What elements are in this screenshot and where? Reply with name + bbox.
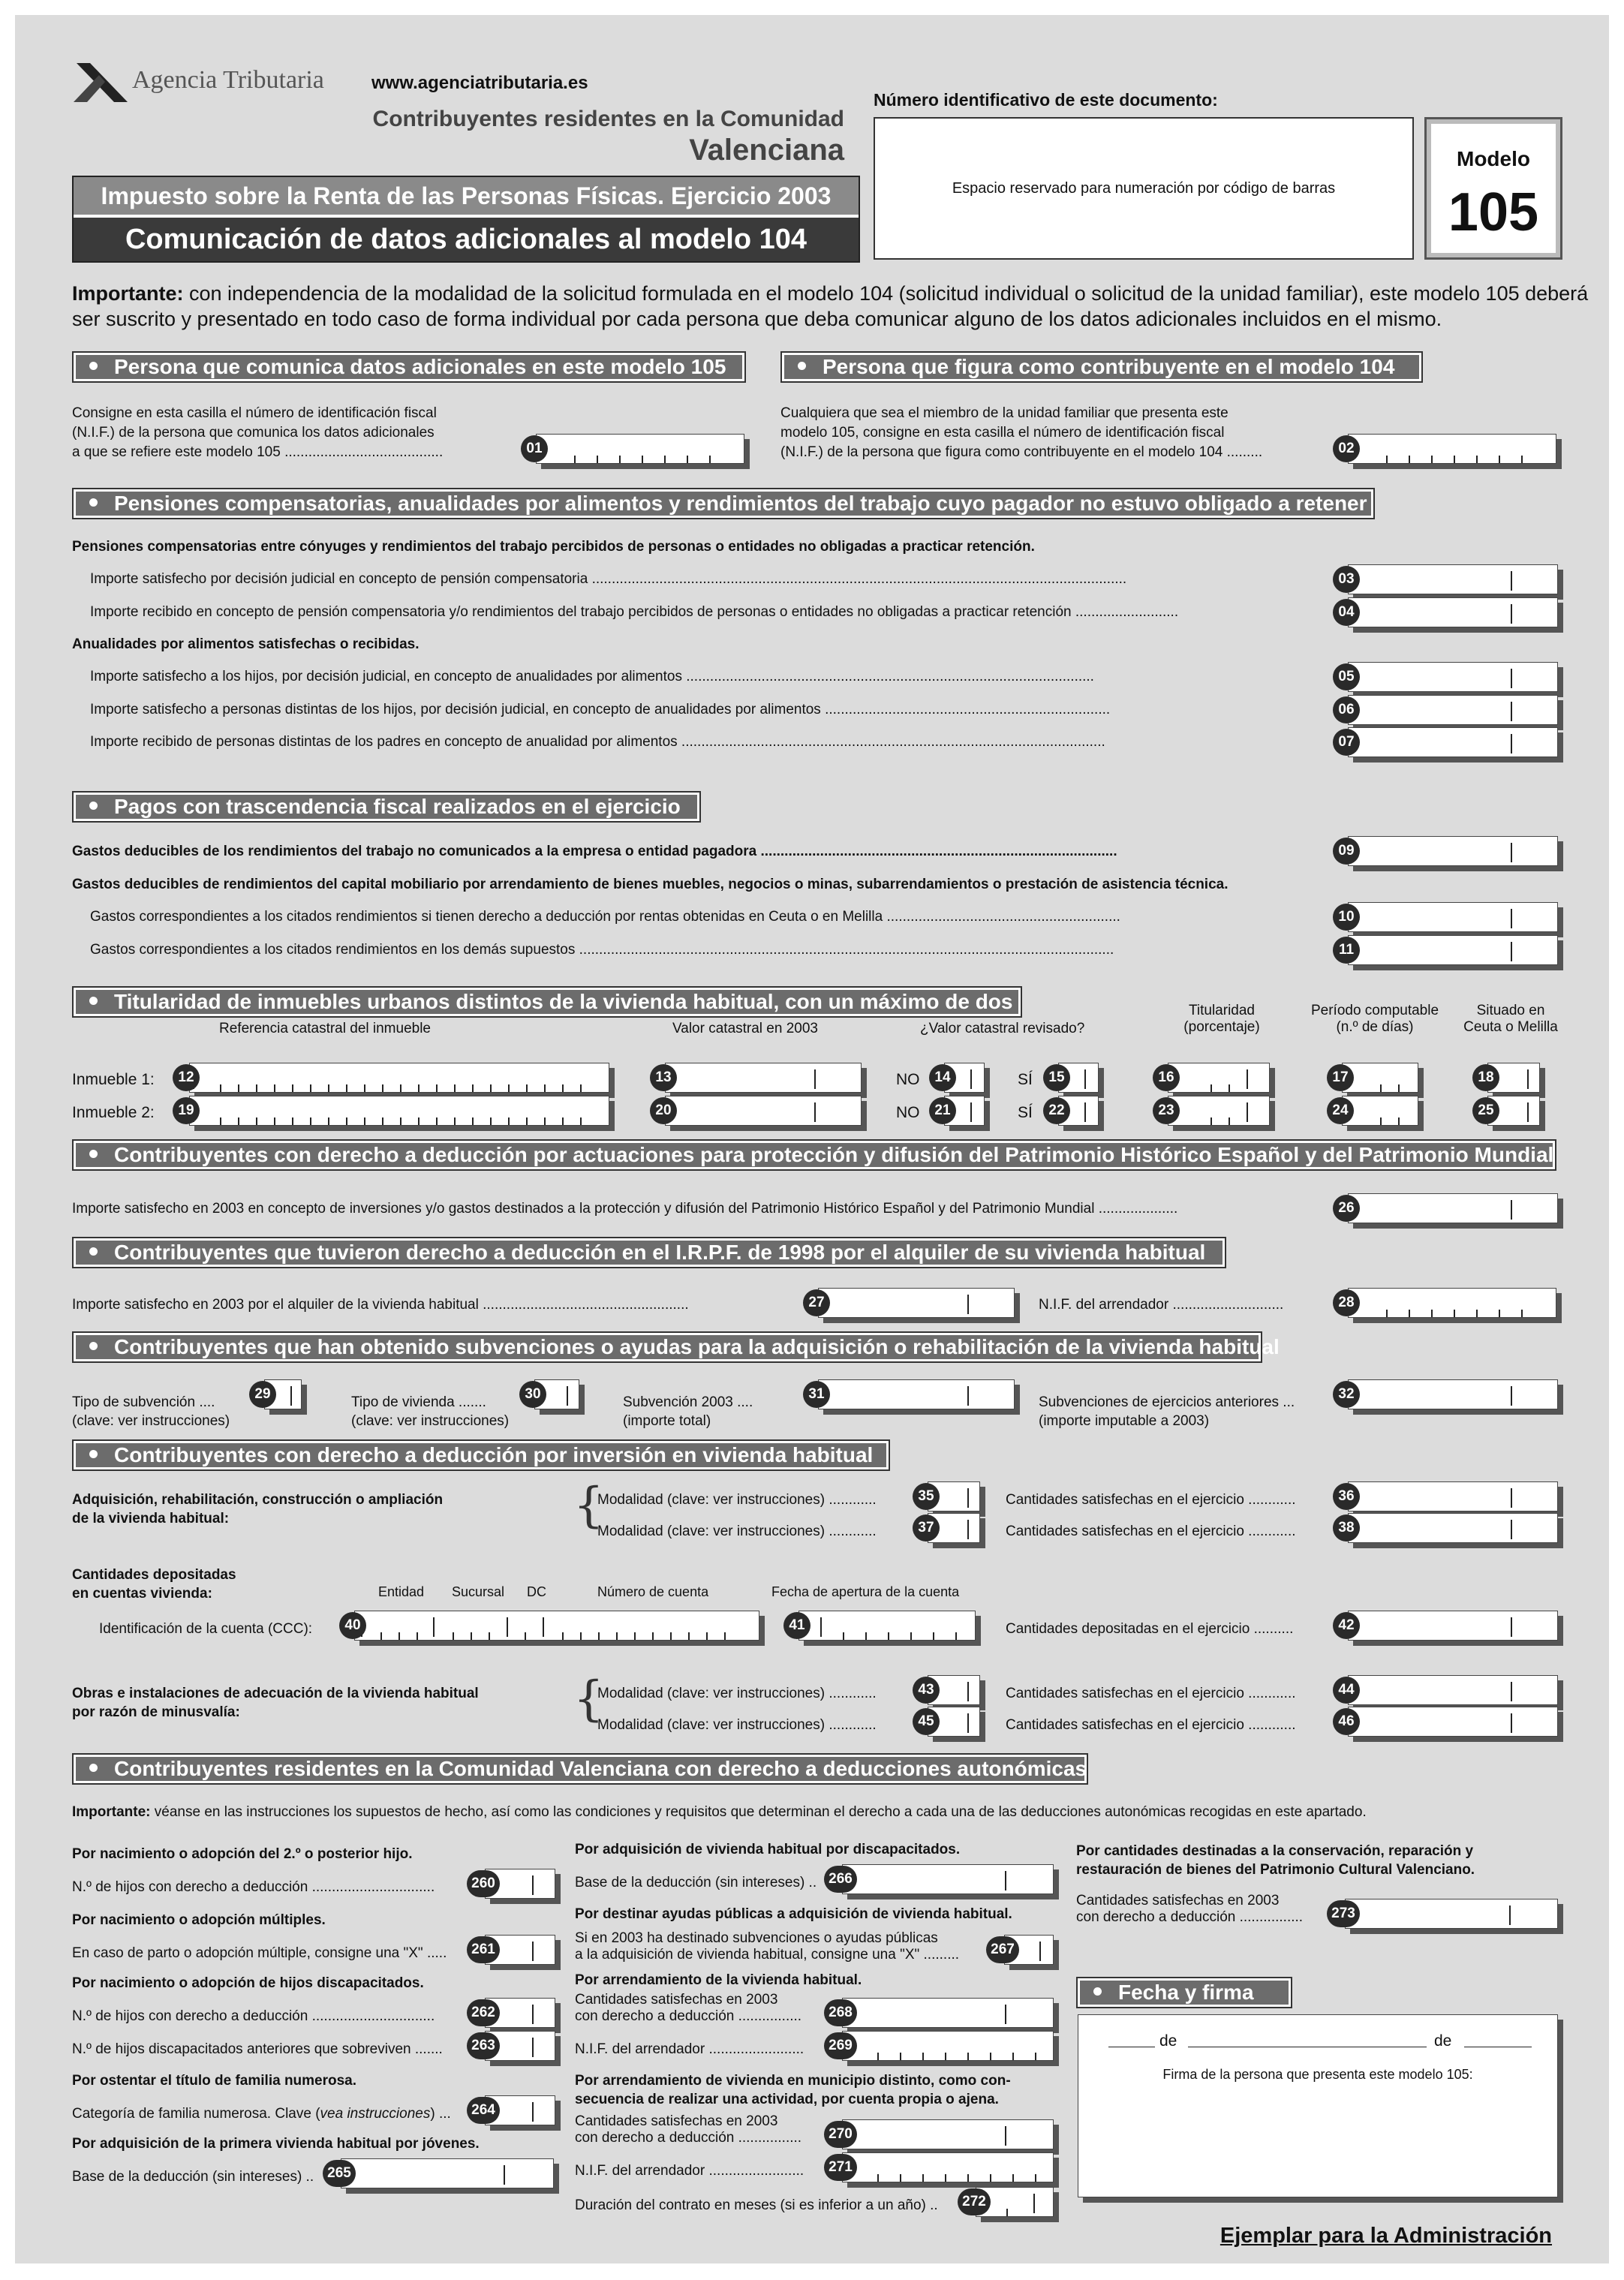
form-page bbox=[15, 15, 1609, 2263]
revised-si-label-2: SÍ bbox=[1018, 1104, 1033, 1121]
row-07-label: Importe recibido de personas distintas de los padres en concepto de anualidad por alimentos ........................................................................................................... bbox=[90, 734, 1105, 750]
section-housing-investment: Contribuyentes con derecho a deducción por inversión en vivienda habitual bbox=[74, 1441, 889, 1469]
box-number-11: 11 bbox=[1333, 937, 1360, 964]
box-number-37: 37 bbox=[913, 1514, 940, 1542]
box-number-21: 21 bbox=[929, 1097, 956, 1124]
amount-field-10[interactable] bbox=[1348, 902, 1558, 932]
box-number-01: 01 bbox=[521, 435, 548, 462]
row-270-label-1: Cantidades satisfechas en 2003 bbox=[575, 2113, 778, 2129]
row-260-label: N.º de hijos con derecho a deducción ............................... bbox=[72, 1879, 435, 1895]
c2-heading-4: Por arrendamiento de vivienda en municipio distinto, como con- secuencia de realizar una actividad, por cuenta propia o ajena. bbox=[575, 2073, 1011, 2107]
box-number-260: 260 bbox=[467, 1870, 500, 1897]
row-44-label: Cantidades satisfechas en el ejercicio ............ bbox=[1006, 1686, 1296, 1701]
amount-field-32[interactable] bbox=[1348, 1379, 1558, 1409]
section-property: Titularidad de inmuebles urbanos distintos de la vivienda habitual, con un máximo de dos bbox=[74, 988, 1021, 1016]
box-number-273: 273 bbox=[1327, 1900, 1360, 1927]
barcode-box bbox=[874, 117, 1414, 260]
amount-field-31[interactable] bbox=[818, 1379, 1015, 1409]
row-27-label: Importe satisfecho en 2003 por el alquiler de la vivienda habitual .................................................... bbox=[72, 1297, 689, 1313]
box-number-15: 15 bbox=[1043, 1064, 1070, 1091]
amount-field-46[interactable] bbox=[1348, 1707, 1558, 1737]
section-rent-1998: Contribuyentes que tuvieron derecho a deducción en el I.R.P.F. de 1998 por el alquiler de su vivienda habitual bbox=[74, 1238, 1225, 1267]
box-number-272: 272 bbox=[958, 2188, 991, 2215]
box-number-269: 269 bbox=[824, 2032, 857, 2059]
alimony-heading: Anualidades por alimentos satisfechas o recibidas. bbox=[72, 636, 420, 652]
row-06-label: Importe satisfecho a personas distintas de los hijos, por decisión judicial, en concepto de anualidades por alimentos ........................................................................ bbox=[90, 702, 1111, 717]
row-43-label: Modalidad (clave: ver instrucciones) ............ bbox=[597, 1686, 877, 1701]
row-267-label-2: a la adquisición de vivienda habitual, consigne una "X" ......... bbox=[575, 1947, 960, 1963]
brace-disability: { bbox=[573, 1671, 604, 1727]
doc-id-label: Número identificativo de este documento: bbox=[874, 90, 1218, 110]
box-number-22: 22 bbox=[1043, 1097, 1070, 1124]
agency-name: Agencia Tributaria bbox=[132, 66, 324, 94]
community-name: Valenciana bbox=[689, 134, 844, 167]
box-number-26: 26 bbox=[1333, 1195, 1360, 1222]
box-number-45: 45 bbox=[913, 1708, 940, 1735]
row-271-label: N.I.F. del arrendador ........................ bbox=[575, 2163, 804, 2179]
row-05-label: Importe satisfecho a los hijos, por decisión judicial, en concepto de anualidades por alimentos ....................................................................................................... bbox=[90, 669, 1094, 684]
row-45-label: Modalidad (clave: ver instrucciones) ............ bbox=[597, 1717, 877, 1733]
box-number-262: 262 bbox=[467, 1999, 500, 2026]
box-number-12: 12 bbox=[173, 1064, 200, 1091]
row-09-label: Gastos deducibles de los rendimientos del trabajo no comunicados a la empresa o entidad pagadora .......................................................................................... bbox=[72, 844, 1117, 859]
box-number-20: 20 bbox=[650, 1097, 677, 1124]
c2-heading-2: Por destinar ayudas públicas a adquisición de vivienda habitual. bbox=[575, 1906, 1012, 1922]
pensions-heading: Pensiones compensatorias entre cónyuges y rendimientos del trabajo percibidos de personas o entidades no obligadas a practicar retención. bbox=[72, 539, 1035, 555]
cadastral-value-field-2[interactable] bbox=[665, 1096, 862, 1126]
copy-label: Ejemplar para la Administración bbox=[1220, 2224, 1552, 2248]
subsidy-2003-label: Subvención 2003 .... (importe total) bbox=[623, 1394, 753, 1429]
row-04-label: Importe recibido en concepto de pensión compensatoria y/o rendimientos del trabajo percibidos de personas o entidades no obligadas a practicar retención .......................... bbox=[90, 604, 1179, 620]
header-ownership: Titularidad (porcentaje) bbox=[1183, 1003, 1260, 1035]
nif-field-269[interactable] bbox=[842, 2031, 1054, 2061]
box-number-32: 32 bbox=[1333, 1381, 1360, 1408]
row-272-label: Duración del contrato en meses (si es inferior a un año) .. bbox=[575, 2197, 938, 2213]
title-block bbox=[72, 176, 860, 263]
amount-field-06[interactable] bbox=[1348, 695, 1558, 725]
box-number-23: 23 bbox=[1153, 1097, 1180, 1124]
box-number-266: 266 bbox=[824, 1866, 857, 1893]
tax-title: Impuesto sobre la Renta de las Personas Físicas. Ejercicio 2003 bbox=[74, 177, 859, 215]
row-36-label: Cantidades satisfechas en el ejercicio ............ bbox=[1006, 1492, 1296, 1508]
box-number-07: 07 bbox=[1333, 729, 1360, 756]
box-number-19: 19 bbox=[173, 1097, 200, 1124]
box-number-06: 06 bbox=[1333, 696, 1360, 723]
row-268-label-1: Cantidades satisfechas en 2003 bbox=[575, 1992, 778, 2008]
ownership-field-1[interactable] bbox=[1168, 1063, 1270, 1093]
c3-heading-1: Por cantidades destinadas a la conservación, reparación y restauración de bienes del Patrimonio Cultural Valenciano. bbox=[1076, 1843, 1475, 1878]
box-number-14: 14 bbox=[929, 1064, 956, 1091]
amount-field-09[interactable] bbox=[1348, 836, 1558, 866]
revised-si-label-1: SÍ bbox=[1018, 1071, 1033, 1088]
box-number-268: 268 bbox=[824, 1999, 857, 2026]
amount-field-42[interactable] bbox=[1348, 1611, 1558, 1641]
amount-field-38[interactable] bbox=[1348, 1513, 1558, 1543]
row-28-label: N.I.F. del arrendador ............................ bbox=[1039, 1297, 1284, 1313]
row-262-label: N.º de hijos con derecho a deducción ............................... bbox=[72, 2008, 435, 2024]
brace-acquisition: { bbox=[573, 1478, 604, 1533]
nif-field-01[interactable] bbox=[536, 434, 744, 464]
c2-heading-3: Por arrendamiento de la vivienda habitual. bbox=[575, 1972, 862, 1988]
box-number-30: 30 bbox=[519, 1381, 546, 1408]
box-number-44: 44 bbox=[1333, 1677, 1360, 1704]
box-number-05: 05 bbox=[1333, 663, 1360, 690]
important-line1: Importante: con independencia de la modalidad de la solicitud formulada en el modelo 104 (solicitud individual o solicitud de la unidad familiar), este modelo 105 deberá bbox=[72, 282, 1589, 305]
box-number-03: 03 bbox=[1333, 566, 1360, 593]
barcode-space-text: Espacio reservado para numeración por código de barras bbox=[952, 180, 1336, 197]
row-273-label-1: Cantidades satisfechas en 2003 bbox=[1076, 1893, 1280, 1909]
field-273[interactable] bbox=[1345, 1899, 1558, 1929]
row-38-label: Cantidades satisfechas en el ejercicio ............ bbox=[1006, 1524, 1296, 1539]
box-number-261: 261 bbox=[467, 1936, 500, 1963]
box-number-25: 25 bbox=[1472, 1097, 1499, 1124]
nif-01-text3: a que se refiere este modelo 105 ........................................ bbox=[72, 444, 444, 460]
row-263-label: N.º de hijos discapacitados anteriores que sobreviven ....... bbox=[72, 2041, 443, 2057]
cadastral-ref-field-2[interactable] bbox=[189, 1096, 609, 1126]
box-number-41: 41 bbox=[783, 1612, 810, 1639]
field-270[interactable] bbox=[842, 2119, 1054, 2149]
field-265[interactable] bbox=[341, 2158, 554, 2188]
cadastral-ref-field-1[interactable] bbox=[189, 1063, 609, 1093]
field-268[interactable] bbox=[842, 1998, 1054, 2028]
website: www.agenciatributaria.es bbox=[371, 73, 588, 93]
header-period: Período computable (n.º de días) bbox=[1310, 1003, 1439, 1035]
nif-02-text3: (N.I.F.) de la persona que figura como contribuyente en el modelo 104 ......... bbox=[780, 444, 1263, 460]
row-270-label-2: con derecho a deducción ................ bbox=[575, 2130, 802, 2146]
box-number-04: 04 bbox=[1333, 599, 1360, 626]
sig-de-1: de bbox=[1159, 2032, 1177, 2050]
regional-important: Importante: véanse en las instrucciones los supuestos de hecho, así como las condiciones y requisitos que determinan el derecho a cada una de las deducciones autonómicas recogidas en este apartado. bbox=[72, 1804, 1367, 1820]
box-number-263: 263 bbox=[467, 2032, 500, 2059]
section-pensions: Pensiones compensatorias, anualidades por alimentos y rendimientos del trabajo cuyo pagador no estuvo obligado a retener bbox=[74, 489, 1373, 518]
amount-field-36[interactable] bbox=[1348, 1481, 1558, 1511]
row-35-label: Modalidad (clave: ver instrucciones) ............ bbox=[597, 1492, 877, 1508]
box-number-38: 38 bbox=[1333, 1514, 1360, 1542]
box-number-36: 36 bbox=[1333, 1483, 1360, 1510]
revised-no-label-2: NO bbox=[896, 1104, 920, 1121]
ownership-field-2[interactable] bbox=[1168, 1096, 1270, 1126]
c1-heading-2: Por nacimiento o adopción múltiples. bbox=[72, 1912, 326, 1928]
row-273-label-2: con derecho a deducción ................ bbox=[1076, 1909, 1304, 1925]
header-revised: ¿Valor catastral revisado? bbox=[920, 1021, 1085, 1036]
box-number-28: 28 bbox=[1333, 1289, 1360, 1316]
row-269-label: N.I.F. del arrendador ........................ bbox=[575, 2041, 804, 2057]
date-field-41[interactable] bbox=[798, 1611, 976, 1641]
box-number-40: 40 bbox=[339, 1612, 366, 1639]
box-number-18: 18 bbox=[1472, 1064, 1499, 1091]
box-number-43: 43 bbox=[913, 1677, 940, 1704]
subsidy-prior-label: Subvenciones de ejercicios anteriores ... (importe imputable a 2003) bbox=[1039, 1394, 1295, 1429]
amount-field-11[interactable] bbox=[1348, 935, 1558, 965]
box-number-271: 271 bbox=[824, 2154, 857, 2181]
header-cadastral-ref: Referencia catastral del inmueble bbox=[219, 1021, 431, 1036]
row-42-label: Cantidades depositadas en el ejercicio .......... bbox=[1006, 1621, 1294, 1637]
box-number-10: 10 bbox=[1333, 904, 1360, 931]
row-261-label: En caso de parto o adopción múltiple, consigne una "X" ..... bbox=[72, 1945, 447, 1961]
row-10-label: Gastos correspondientes a los citados rendimientos si tienen derecho a deducción por rentas obtenidas en Ceuta o en Melilla ........................................................... bbox=[90, 909, 1120, 925]
box-number-17: 17 bbox=[1327, 1064, 1354, 1091]
amount-field-05[interactable] bbox=[1348, 662, 1558, 692]
c1-heading-1: Por nacimiento o adopción del 2.º o posterior hijo. bbox=[72, 1846, 413, 1862]
c1-heading-3: Por nacimiento o adopción de hijos discapacitados. bbox=[72, 1975, 424, 1991]
box-number-24: 24 bbox=[1327, 1097, 1354, 1124]
box-number-42: 42 bbox=[1333, 1612, 1360, 1639]
row-265-label: Base de la deducción (sin intereses) .. bbox=[72, 2169, 314, 2185]
nif-02-text2: modelo 105, consigne en esta casilla el número de identificación fiscal bbox=[780, 425, 1225, 441]
section-heritage: Contribuyentes con derecho a deducción por actuaciones para protección y difusión del Patrimonio Histórico Español y del Patrimonio Mundial bbox=[74, 1141, 1555, 1169]
row-266-label: Base de la deducción (sin intereses) .. bbox=[575, 1875, 817, 1890]
box-number-46: 46 bbox=[1333, 1708, 1360, 1735]
header-branch: Sucursal bbox=[452, 1584, 505, 1599]
modelo-box bbox=[1424, 117, 1562, 260]
cadastral-value-field-1[interactable] bbox=[665, 1063, 862, 1093]
box-number-13: 13 bbox=[650, 1064, 677, 1091]
row-268-label-2: con derecho a deducción ................ bbox=[575, 2008, 802, 2024]
c2-heading-1: Por adquisición de vivienda habitual por discapacitados. bbox=[575, 1842, 961, 1857]
header-opening-date: Fecha de apertura de la cuenta bbox=[771, 1584, 960, 1599]
box-number-270: 270 bbox=[824, 2121, 857, 2148]
box-number-27: 27 bbox=[803, 1289, 830, 1316]
acquisition-label: Adquisición, rehabilitación, construcción o ampliación de la vivienda habitual: bbox=[72, 1492, 444, 1527]
important-line2: ser suscrito y presentado en todo caso de forma individual por cada persona que deba comunicar alguno de los datos adicionales incluidos en el mismo. bbox=[72, 308, 1442, 330]
row-26-label: Importe satisfecho en 2003 en concepto de inversiones y/o gastos destinados a la protección y difusión del Patrimonio Histórico Español y del Patrimonio Mundial .................... bbox=[72, 1201, 1178, 1217]
header-ceuta: Situado en Ceuta o Melilla bbox=[1463, 1003, 1558, 1035]
box-number-264: 264 bbox=[467, 2097, 500, 2124]
box-number-02: 02 bbox=[1333, 435, 1360, 462]
modelo-label: Modelo bbox=[1457, 147, 1530, 170]
section-regional: Contribuyentes residentes en la Comunidad Valenciana con derecho a deducciones autonómicas bbox=[74, 1755, 1087, 1783]
row-267-label-1: Si en 2003 ha destinado subvenciones o ayudas públicas bbox=[575, 1930, 938, 1946]
agency-logo bbox=[72, 60, 132, 105]
nif-01-text1: Consigne en esta casilla el número de identificación fiscal bbox=[72, 405, 437, 421]
amount-field-03[interactable] bbox=[1348, 564, 1558, 594]
amount-field-07[interactable] bbox=[1348, 727, 1558, 757]
section-person-105: Persona que comunica datos adicionales en este modelo 105 bbox=[74, 353, 744, 381]
box-number-16: 16 bbox=[1153, 1064, 1180, 1091]
box-number-265: 265 bbox=[323, 2160, 356, 2187]
sig-caption: Firma de la persona que presenta este modelo 105: bbox=[1162, 2067, 1473, 2082]
residents-line: Contribuyentes residentes en la Comunidad bbox=[372, 107, 844, 131]
form-title: Comunicación de datos adicionales al modelo 104 bbox=[74, 218, 859, 261]
field-266[interactable] bbox=[842, 1864, 1054, 1894]
row-03-label: Importe satisfecho por decisión judicial en concepto de pensión compensatoria ....................................................................................................................................... bbox=[90, 571, 1127, 587]
header-entity: Entidad bbox=[378, 1584, 425, 1599]
signature-box bbox=[1078, 2014, 1558, 2197]
box-number-29: 29 bbox=[249, 1381, 276, 1408]
row-46-label: Cantidades satisfechas en el ejercicio ............ bbox=[1006, 1717, 1296, 1733]
row-37-label: Modalidad (clave: ver instrucciones) ............ bbox=[597, 1524, 877, 1539]
nif-02-text1: Cualquiera que sea el miembro de la unidad familiar que presenta este bbox=[780, 405, 1229, 421]
property-1-label: Inmueble 1: bbox=[72, 1071, 155, 1088]
section-person-104: Persona que figura como contribuyente en el modelo 104 bbox=[782, 353, 1421, 381]
nif-field-271[interactable] bbox=[842, 2152, 1054, 2182]
box-number-35: 35 bbox=[913, 1483, 940, 1510]
nif-field-02[interactable] bbox=[1348, 434, 1556, 464]
agency-logo-icon bbox=[72, 60, 132, 105]
row-264-label: Categoría de familia numerosa. Clave (vea instrucciones) ... bbox=[72, 2106, 451, 2122]
header-account-number: Número de cuenta bbox=[597, 1584, 709, 1599]
c1-heading-4: Por ostentar el título de familia numerosa. bbox=[72, 2073, 357, 2089]
section-subsidies: Contribuyentes que han obtenido subvenciones o ayudas para la adquisición o rehabilitación de la vivienda habitual bbox=[74, 1333, 1261, 1361]
deposits-label: Cantidades depositadas en cuentas vivienda: bbox=[72, 1567, 236, 1602]
header-dc: DC bbox=[527, 1584, 546, 1599]
sig-de-2: de bbox=[1434, 2032, 1452, 2050]
nif-field-28[interactable] bbox=[1348, 1288, 1556, 1318]
section-signature: Fecha y firma bbox=[1078, 1978, 1291, 2007]
revised-no-label-1: NO bbox=[896, 1071, 920, 1088]
subsidy-type-label: Tipo de subvención .... (clave: ver instrucciones) bbox=[72, 1394, 230, 1429]
box-number-09: 09 bbox=[1333, 838, 1360, 865]
ccc-field-40[interactable] bbox=[354, 1611, 759, 1641]
housing-type-label: Tipo de vivienda ....... (clave: ver instrucciones) bbox=[351, 1394, 510, 1429]
property-2-label: Inmueble 2: bbox=[72, 1104, 155, 1121]
amount-field-04[interactable] bbox=[1348, 597, 1558, 627]
section-payments: Pagos con trascendencia fiscal realizados en el ejercicio bbox=[74, 793, 699, 821]
box-number-267: 267 bbox=[986, 1936, 1019, 1963]
disability-works-label: Obras e instalaciones de adecuación de la vivienda habitual por razón de minusvalía: bbox=[72, 1686, 479, 1720]
header-cadastral-value: Valor catastral en 2003 bbox=[672, 1021, 818, 1036]
box-number-31: 31 bbox=[803, 1381, 830, 1408]
row-11-label: Gastos correspondientes a los citados rendimientos en los demás supuestos ....................................................................................................................................... bbox=[90, 942, 1114, 958]
capital-heading: Gastos deducibles de rendimientos del capital mobiliario por arrendamiento de bienes muebles, negocios o minas, subarrendamientos o prestación de asistencia técnica. bbox=[72, 877, 1229, 892]
nif-01-text2: (N.I.F.) de la persona que comunica los datos adicionales bbox=[72, 425, 435, 441]
amount-field-27[interactable] bbox=[818, 1288, 1015, 1318]
amount-field-26[interactable] bbox=[1348, 1193, 1558, 1223]
ccc-label: Identificación de la cuenta (CCC): bbox=[99, 1621, 313, 1637]
modelo-number: 105 bbox=[1448, 182, 1539, 242]
c1-heading-5: Por adquisición de la primera vivienda habitual por jóvenes. bbox=[72, 2136, 480, 2152]
amount-field-44[interactable] bbox=[1348, 1675, 1558, 1705]
